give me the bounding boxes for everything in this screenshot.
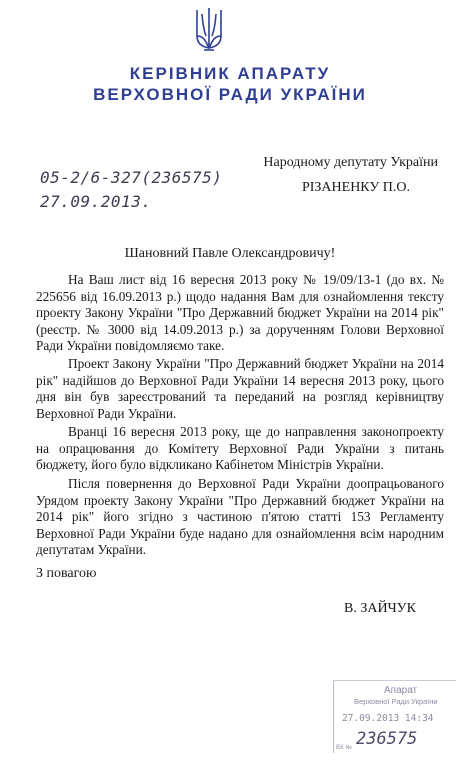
registration-date: 27.09.2013.	[40, 192, 152, 211]
stamp-side-label: ВХ №	[336, 745, 352, 751]
recipient-name: РІЗАНЕНКУ П.О.	[301, 180, 410, 195]
salutation: Шановний Павле Олександровичу!	[124, 246, 336, 261]
stamp-number: 236575	[356, 729, 418, 749]
recipient-title: Народному депутату України	[263, 155, 438, 170]
body-paragraph: Вранці 16 вересня 2013 року, ще до направлення законопроекту на опрацювання до Комітету Верховної Ради України з питань бюджету, його було відкликано Кабінетом Міністрів України.	[36, 424, 444, 473]
org-title-line1: КЕРІВНИК АПАРАТУ	[129, 64, 331, 83]
stamp-line2: Верховної Ради України	[354, 697, 438, 706]
registration-number: 05-2/6-327(236575)	[40, 168, 223, 187]
stamp-date: 27.09.2013 14:34	[342, 713, 434, 724]
body-paragraph: На Ваш лист від 16 вересня 2013 року № 19/09/13-1 (до вх. № 225656 від 16.09.2013 р.) щодо надання Вам для ознайомлення тексту проекту Закону України "Про Державний бюджет України на 2014 рік" (реєстр. № 3000 від 14.09.2013 р.) за дорученням Голови Верховної Ради України повідомляємо таке.	[36, 272, 444, 354]
closing-phrase: З повагою	[36, 566, 97, 581]
signature-name: В. ЗАЙЧУК	[344, 601, 416, 616]
body-paragraph: Проект Закону України "Про Державний бюджет України на 2014 рік" надійшов до Верховної Ради України 14 вересня 2013 року, цього дня він був зареєстрований та переданий на розгляд керівництву Верховної Ради України.	[36, 356, 444, 421]
org-title-line2: ВЕРХОВНОЇ РАДИ УКРАЇНИ	[93, 85, 367, 104]
stamp-line1: Апарат	[384, 685, 418, 696]
registration-stamp	[333, 680, 456, 753]
trident-emblem-icon	[194, 6, 224, 52]
body-paragraph: Після повернення до Верховної Ради України доопрацьованого Урядом проекту Закону України "Про Державний бюджет України на 2014 рік" його згідно з частиною п'ятою статті 153 Регламенту Верховної Ради України буде надано для ознайомлення всім народним депутатам України.	[36, 476, 444, 558]
